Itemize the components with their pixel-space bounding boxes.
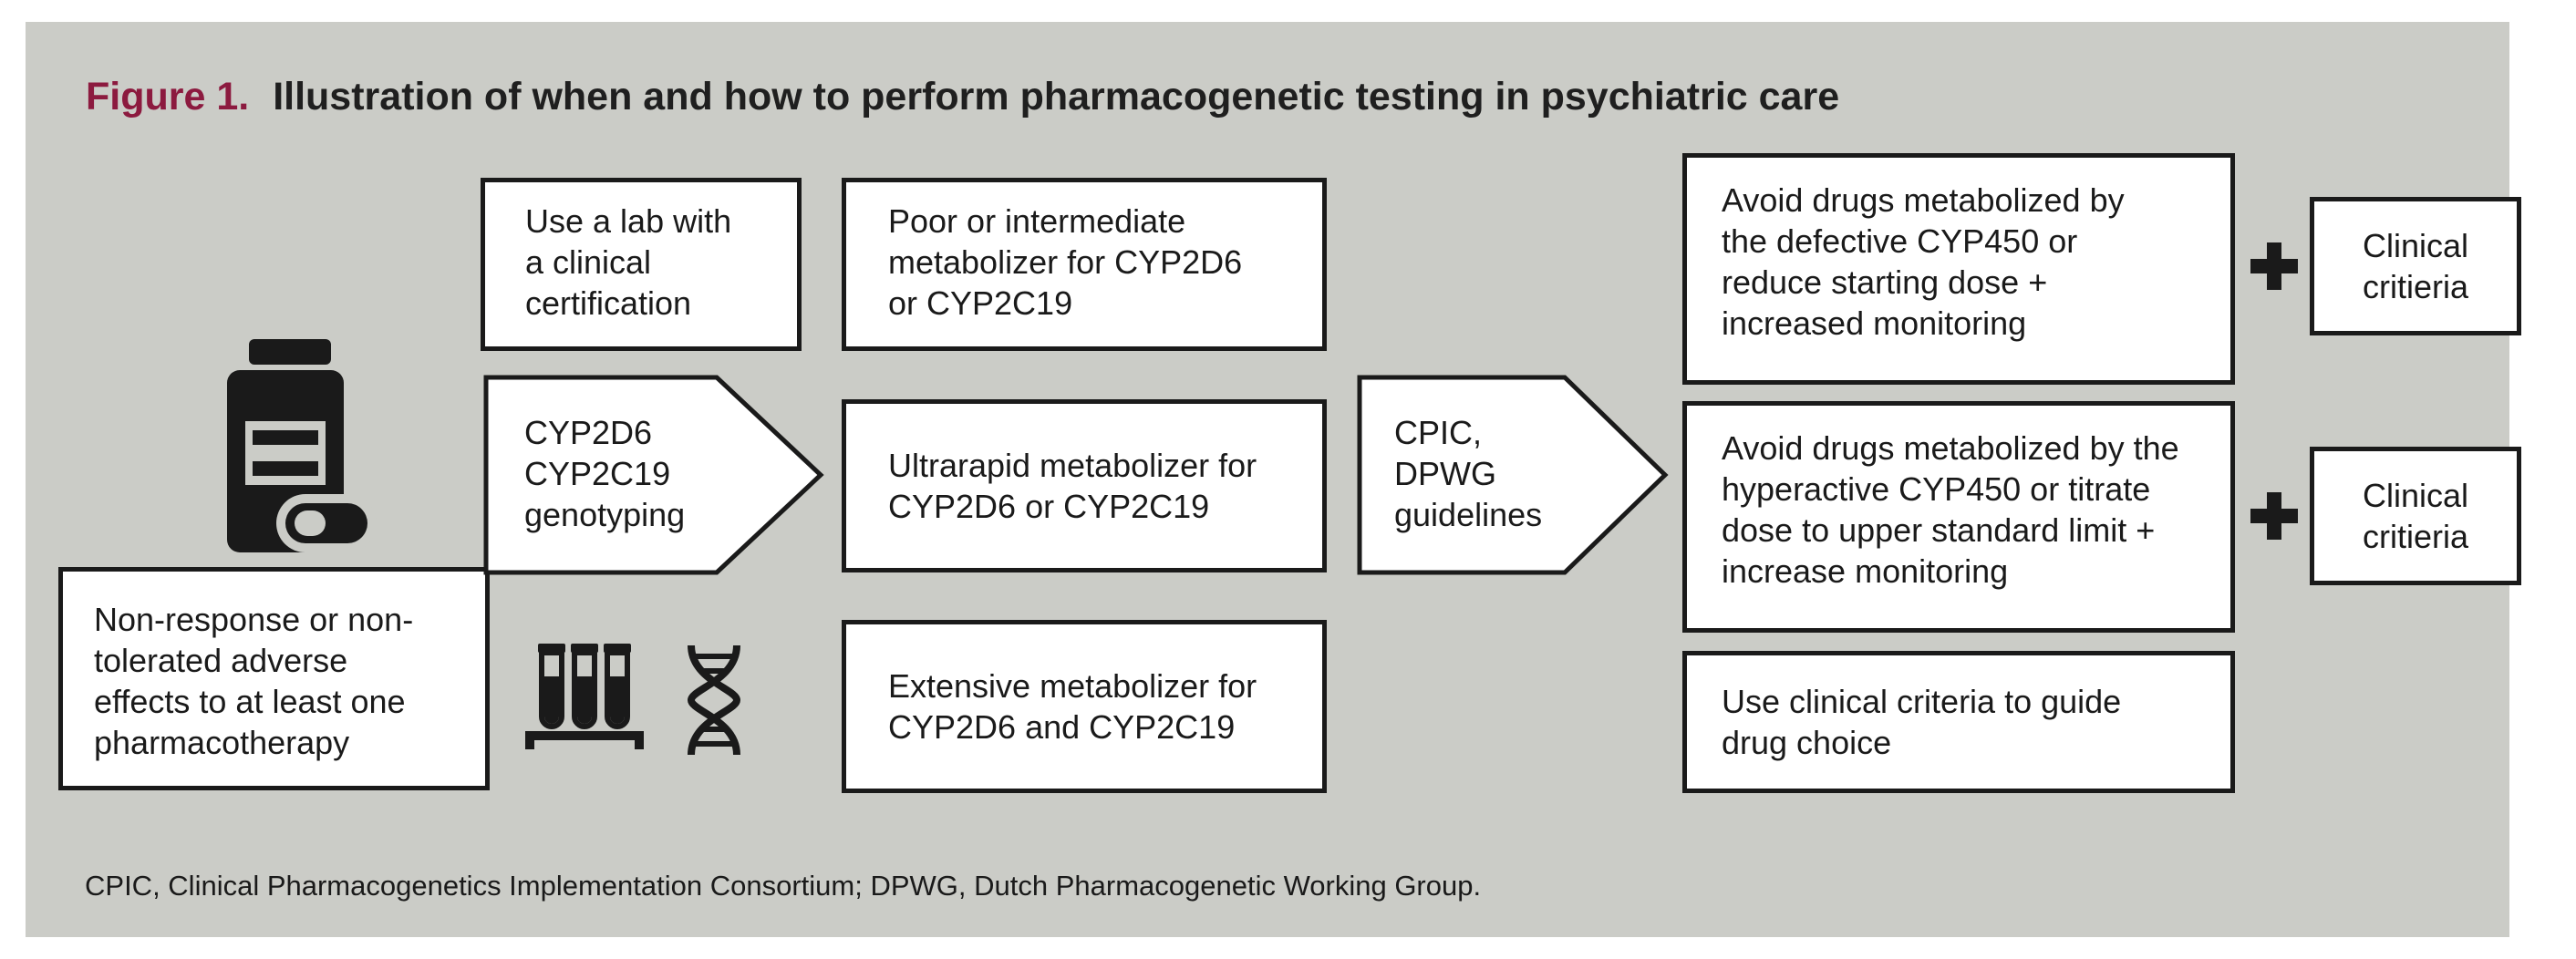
start-line: tolerated adverse xyxy=(94,642,348,679)
start-line: Non-response or non- xyxy=(94,601,414,638)
action-line: hyperactive CYP450 or titrate xyxy=(1722,470,2151,508)
result-extensive-box xyxy=(842,620,1327,793)
result-line: CYP2D6 and CYP2C19 xyxy=(888,708,1236,746)
criteria-line: critieria xyxy=(2362,268,2468,305)
footnote: CPIC, Clinical Pharmacogenetics Implementation Consortium; DPWG, Dutch Pharmacogenetic Working Group. xyxy=(85,870,1482,902)
lab-line: a clinical xyxy=(525,243,652,281)
criteria-line: critieria xyxy=(2362,518,2468,555)
result-line: Ultrarapid metabolizer for xyxy=(888,447,1257,484)
genotyping-line: CYP2C19 xyxy=(524,455,671,492)
pill-bottle-icon xyxy=(212,339,377,558)
action-line: increase monitoring xyxy=(1722,552,2009,590)
result-line: metabolizer for CYP2D6 xyxy=(888,243,1243,281)
clinical-criteria-box xyxy=(2310,447,2521,585)
action-line: dose to upper standard limit + xyxy=(1722,511,2156,549)
test-tubes-icon xyxy=(525,644,644,751)
genotyping-arrow-label xyxy=(524,412,685,535)
criteria-line: Clinical xyxy=(2362,477,2469,514)
clinical-criteria-box xyxy=(2310,197,2521,335)
action-defective-box xyxy=(1682,153,2235,385)
action-line: the defective CYP450 or xyxy=(1722,222,2078,260)
result-poor-intermediate-box xyxy=(842,178,1327,351)
dna-icon xyxy=(682,644,746,757)
plus-icon xyxy=(2247,489,2302,543)
action-line: drug choice xyxy=(1722,724,1892,761)
lab-line: certification xyxy=(525,284,692,322)
action-line: increased monitoring xyxy=(1722,304,2027,342)
start-line: pharmacotherapy xyxy=(94,724,350,761)
action-line: Use clinical criteria to guide xyxy=(1722,683,2122,720)
result-ultrarapid-box xyxy=(842,399,1327,572)
figure-title-text: Illustration of when and how to perform pharmacogenetic testing in psychiatric care xyxy=(273,75,1840,119)
action-line: Avoid drugs metabolized by xyxy=(1722,181,2125,219)
action-clinical-guide-box xyxy=(1682,651,2235,793)
result-line: or CYP2C19 xyxy=(888,284,1073,322)
criteria-line: Clinical xyxy=(2362,227,2469,264)
action-hyperactive-box xyxy=(1682,401,2235,633)
start-condition-box xyxy=(58,567,490,790)
start-line: effects to at least one xyxy=(94,683,406,720)
genotyping-line: genotyping xyxy=(524,496,686,533)
genotyping-line: CYP2D6 xyxy=(524,414,653,451)
result-line: Poor or intermediate xyxy=(888,202,1186,240)
figure-title xyxy=(86,75,1839,119)
result-line: CYP2D6 or CYP2C19 xyxy=(888,488,1210,525)
guidelines-line: CPIC, xyxy=(1394,414,1483,451)
action-line: reduce starting dose + xyxy=(1722,263,2048,301)
guidelines-line: guidelines xyxy=(1394,496,1543,533)
result-line: Extensive metabolizer for xyxy=(888,667,1257,705)
lab-certification-box xyxy=(481,178,802,351)
action-line: Avoid drugs metabolized by the xyxy=(1722,429,2179,467)
plus-icon xyxy=(2247,239,2302,294)
figure-label: Figure 1. xyxy=(86,75,250,119)
guidelines-line: DPWG xyxy=(1394,455,1496,492)
guidelines-arrow-label xyxy=(1394,412,1542,535)
figure-panel xyxy=(26,22,2509,937)
lab-line: Use a lab with xyxy=(525,202,732,240)
